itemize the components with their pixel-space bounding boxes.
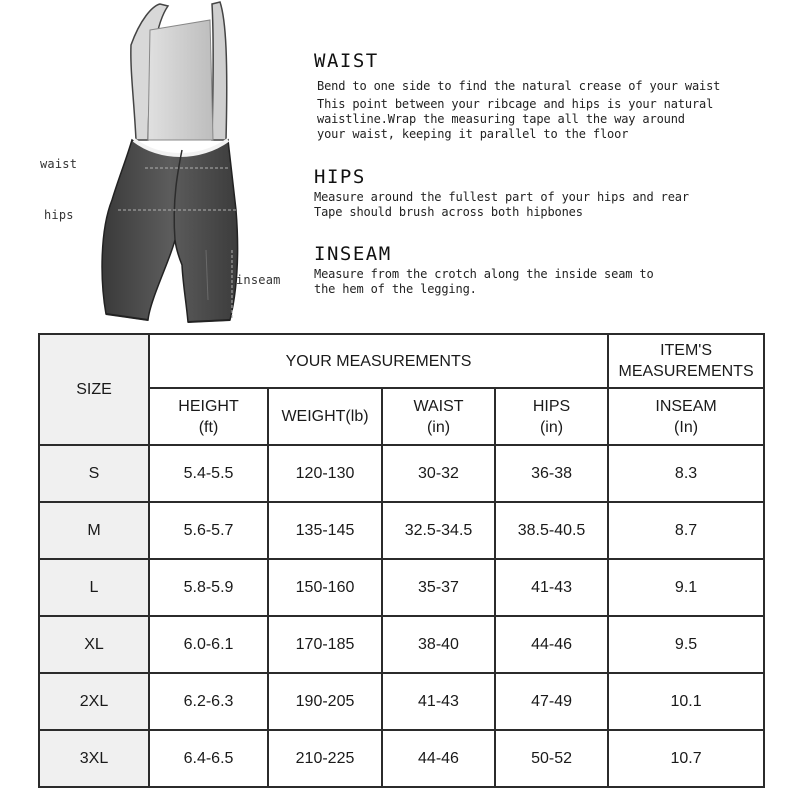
items-measurements-line: MEASUREMENTS: [618, 363, 754, 380]
items-measurements-line: ITEM'S: [660, 342, 713, 359]
waist-cell: 44-46: [382, 730, 495, 787]
column-name: HIPS: [532, 397, 571, 415]
hips-text-line: Measure around the fullest part of your hips and rear: [314, 190, 689, 204]
inseam-cell: 10.1: [608, 673, 764, 730]
inseam-header: [608, 388, 764, 445]
size-cell: S: [39, 445, 149, 502]
hips-cell: 38.5-40.5: [495, 502, 608, 559]
hips-cell: 47-49: [495, 673, 608, 730]
size-cell: 2XL: [39, 673, 149, 730]
waist-cell: 38-40: [382, 616, 495, 673]
weight-cell: 190-205: [268, 673, 382, 730]
table-row: [39, 445, 764, 502]
hips-cell: 41-43: [495, 559, 608, 616]
height-cell: 6.4-6.5: [149, 730, 268, 787]
inseam-cell: 9.5: [608, 616, 764, 673]
inseam-cell: 8.7: [608, 502, 764, 559]
column-name: INSEAM: [655, 397, 717, 415]
column-unit: (In): [674, 418, 699, 436]
waist-text-line: Bend to one side to find the natural crease of your waist: [317, 79, 721, 93]
waist-title: WAIST: [314, 50, 379, 72]
column-unit: (in): [426, 418, 451, 436]
hips-text-line: Tape should brush across both hipbones: [314, 205, 583, 219]
waist-cell: 41-43: [382, 673, 495, 730]
table-row: [39, 616, 764, 673]
column-name: WEIGHT(lb): [281, 408, 369, 425]
waist-instructions: [314, 48, 794, 142]
waist-text-line: your waist, keeping it parallel to the floor: [317, 127, 629, 141]
weight-cell: 120-130: [268, 445, 382, 502]
waist-text: [314, 79, 794, 142]
waist-text-line: This point between your ribcage and hips is your natural: [317, 97, 714, 111]
table-row: [39, 730, 764, 787]
column-name: WAIST: [413, 397, 464, 415]
inseam-cell: 10.7: [608, 730, 764, 787]
weight-cell: 150-160: [268, 559, 382, 616]
weight-cell: 170-185: [268, 616, 382, 673]
waist-label: waist: [40, 157, 78, 171]
height-cell: 5.4-5.5: [149, 445, 268, 502]
inseam-text: [314, 267, 794, 297]
inseam-title: INSEAM: [314, 243, 392, 265]
size-chart-table: [38, 333, 765, 788]
size-cell: M: [39, 502, 149, 559]
waist-cell: 35-37: [382, 559, 495, 616]
column-unit: (in): [539, 418, 564, 436]
inseam-cell: 9.1: [608, 559, 764, 616]
inseam-text-line: the hem of the legging.: [314, 282, 477, 296]
table-row: [39, 559, 764, 616]
waist-cell: 32.5-34.5: [382, 502, 495, 559]
table-row: [39, 673, 764, 730]
size-cell: 3XL: [39, 730, 149, 787]
weight-header: [268, 388, 382, 445]
hips-label: hips: [44, 208, 74, 222]
hips-cell: 36-38: [495, 445, 608, 502]
hips-cell: 44-46: [495, 616, 608, 673]
waist-cell: 30-32: [382, 445, 495, 502]
inseam-cell: 8.3: [608, 445, 764, 502]
your-measurements-header: YOUR MEASUREMENTS: [149, 334, 608, 388]
hips-header: [495, 388, 608, 445]
size-cell: XL: [39, 616, 149, 673]
weight-cell: 210-225: [268, 730, 382, 787]
inseam-label: inseam: [236, 273, 281, 287]
height-cell: 5.6-5.7: [149, 502, 268, 559]
hips-text: [314, 190, 794, 220]
column-name: HEIGHT: [178, 397, 239, 415]
hips-instructions: [314, 164, 794, 220]
bib-shorts-illustration: [0, 0, 310, 330]
inseam-instructions: [314, 241, 794, 297]
table-row: [39, 502, 764, 559]
waist-header: [382, 388, 495, 445]
size-header: SIZE: [39, 334, 149, 445]
height-cell: 5.8-5.9: [149, 559, 268, 616]
column-unit: (ft): [198, 418, 219, 436]
height-header: [149, 388, 268, 445]
hips-title: HIPS: [314, 166, 366, 188]
waist-text-line: waistline.Wrap the measuring tape all the way around: [317, 112, 685, 126]
items-measurements-header: [608, 334, 764, 388]
hips-cell: 50-52: [495, 730, 608, 787]
size-cell: L: [39, 559, 149, 616]
inseam-text-line: Measure from the crotch along the inside seam to: [314, 267, 654, 281]
weight-cell: 135-145: [268, 502, 382, 559]
height-cell: 6.2-6.3: [149, 673, 268, 730]
table-header-row: [39, 334, 764, 388]
height-cell: 6.0-6.1: [149, 616, 268, 673]
